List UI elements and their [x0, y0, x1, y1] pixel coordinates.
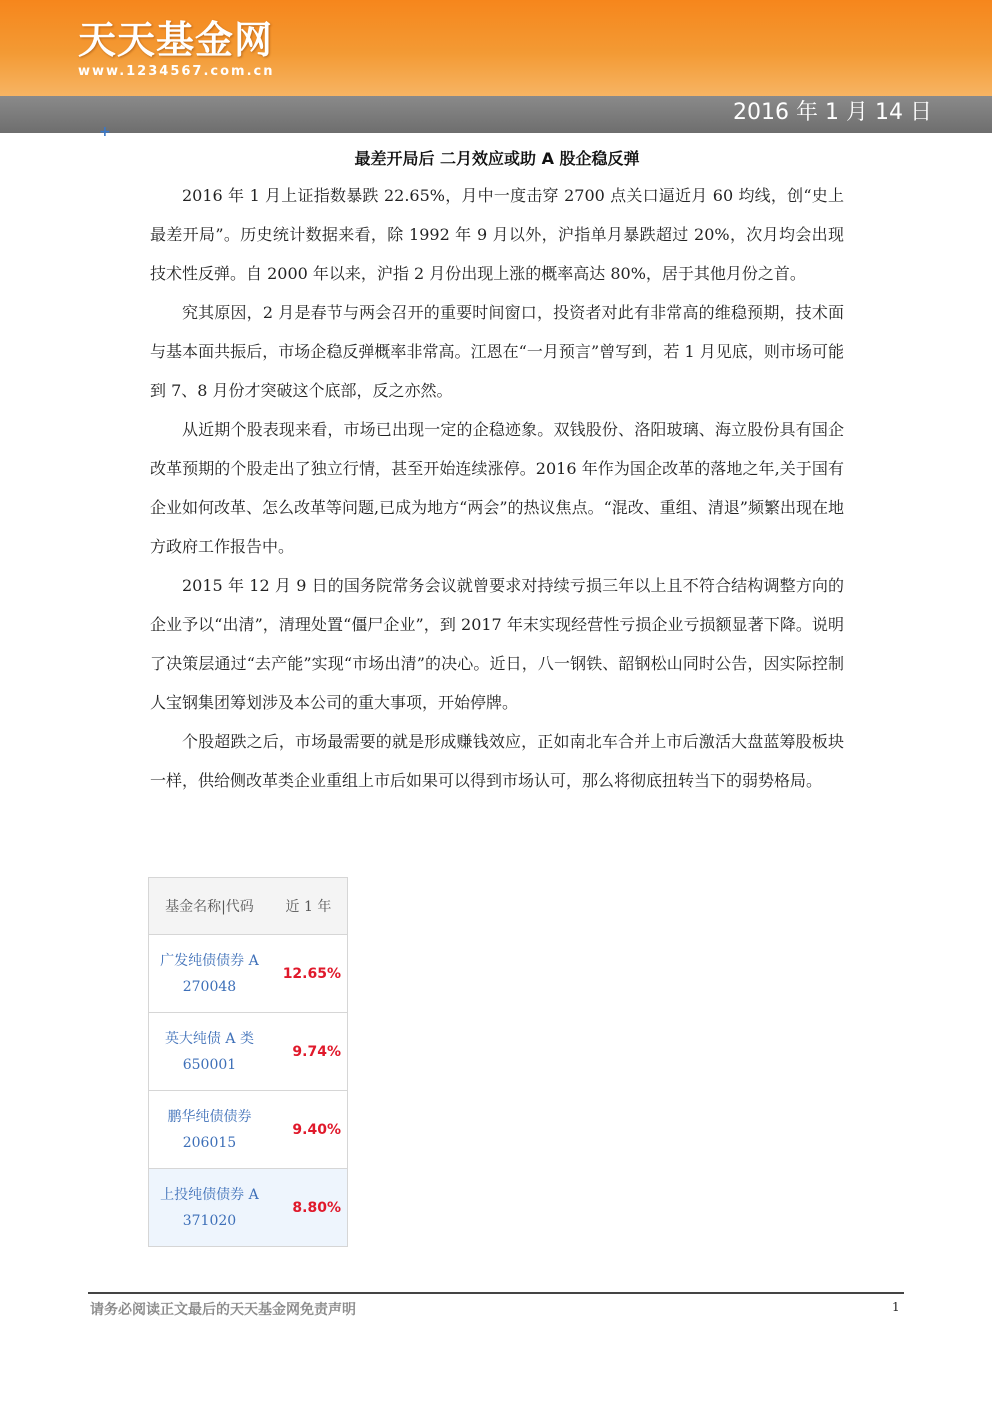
footer-divider: [88, 1292, 904, 1294]
article-title: 最差开局后 二月效应或助 A 股企稳反弹: [354, 149, 640, 168]
logo[interactable]: [78, 18, 274, 79]
report-date: 2016 年 1 月 14 日: [733, 100, 932, 125]
column-header-period: 近 1 年: [270, 878, 348, 935]
fund-name-cell[interactable]: [149, 1169, 270, 1247]
disclaimer-note: 请务必阅读正文最后的天天基金网免责声明: [90, 1302, 356, 1318]
paragraph: 2015 年 12 月 9 日的国务院常务会议就曾要求对持续亏损三年以上且不符合结构调整方向的企业予以“出清”，清理处置“僵尸企业”，到 2017 年末实现经营性亏损企业亏损额显著下降。说明了决策层通过“去产能”实现“市场出清”的决心。近日，八一钢铁、韶钢松山同时公告，因实际控制人宝钢集团筹划涉及本公司的重大事项，开始停牌。: [150, 576, 844, 712]
paragraph: 个股超跌之后，市场最需要的就是形成赚钱效应，正如南北车合并上市后激活大盘蓝筹股板块一样，供给侧改革类企业重组上市后如果可以得到市场认可，那么将彻底扭转当下的弱势格局。: [150, 732, 844, 790]
fund-return: 9.40%: [270, 1091, 348, 1169]
fund-ranking-table: [148, 877, 348, 1247]
article-body: [150, 176, 844, 800]
table-row[interactable]: [149, 935, 348, 1013]
fund-code[interactable]: 371020: [182, 1212, 237, 1229]
fund-name[interactable]: 广发纯债债券 A: [160, 952, 259, 969]
paragraph: 究其原因，2 月是春节与两会召开的重要时间窗口，投资者对此有非常高的维稳预期，技术面与基本面共振后，市场企稳反弹概率非常高。江恩在“一月预言”曾写到，若 1 月见底，则市场可能到 7、8 月份才突破这个底部，反之亦然。: [150, 303, 844, 400]
fund-name-cell[interactable]: [149, 1091, 270, 1169]
fund-name[interactable]: 英大纯债 A 类: [164, 1030, 254, 1047]
fund-code[interactable]: 206015: [182, 1134, 237, 1151]
logo-url: www.1234567.com.cn: [78, 64, 275, 79]
table-header-row: [149, 878, 348, 935]
fund-name-cell[interactable]: [149, 1013, 270, 1091]
table-row[interactable]: [149, 1169, 348, 1247]
table-row[interactable]: [149, 1091, 348, 1169]
fund-return: 9.74%: [270, 1013, 348, 1091]
fund-name[interactable]: 鹏华纯债债券: [167, 1108, 252, 1125]
page-number: 1: [892, 1300, 900, 1314]
fund-return: 12.65%: [270, 935, 348, 1013]
plus-icon: +: [99, 124, 111, 140]
fund-name-cell[interactable]: [149, 935, 270, 1013]
table-row[interactable]: [149, 1013, 348, 1091]
fund-code[interactable]: 650001: [182, 1056, 237, 1073]
paragraph: 从近期个股表现来看，市场已出现一定的企稳迹象。双钱股份、洛阳玻璃、海立股份具有国企改革预期的个股走出了独立行情，甚至开始连续涨停。2016 年作为国企改革的落地之年,关于国有企业如何改革、怎么改革等问题,已成为地方“两会”的热议焦点。“混改、重组、清退”频繁出现在地方政府工作报告中。: [150, 420, 844, 556]
paragraph: 2016 年 1 月上证指数暴跌 22.65%，月中一度击穿 2700 点关口逼近月 60 均线，创“史上最差开局”。历史统计数据来看，除 1992 年 9 月以外，沪指单月暴跌超过 20%，次月均会出现技术性反弹。自 2000 年以来，沪指 2 月份出现上涨的概率高达 80%，居于其他月份之首。: [150, 186, 844, 283]
column-header-fund: 基金名称|代码: [149, 878, 270, 935]
fund-code[interactable]: 270048: [182, 978, 237, 995]
fund-name[interactable]: 上投纯债债券 A: [160, 1186, 259, 1203]
fund-return: 8.80%: [270, 1169, 348, 1247]
logo-text: 天天基金网: [78, 18, 274, 62]
